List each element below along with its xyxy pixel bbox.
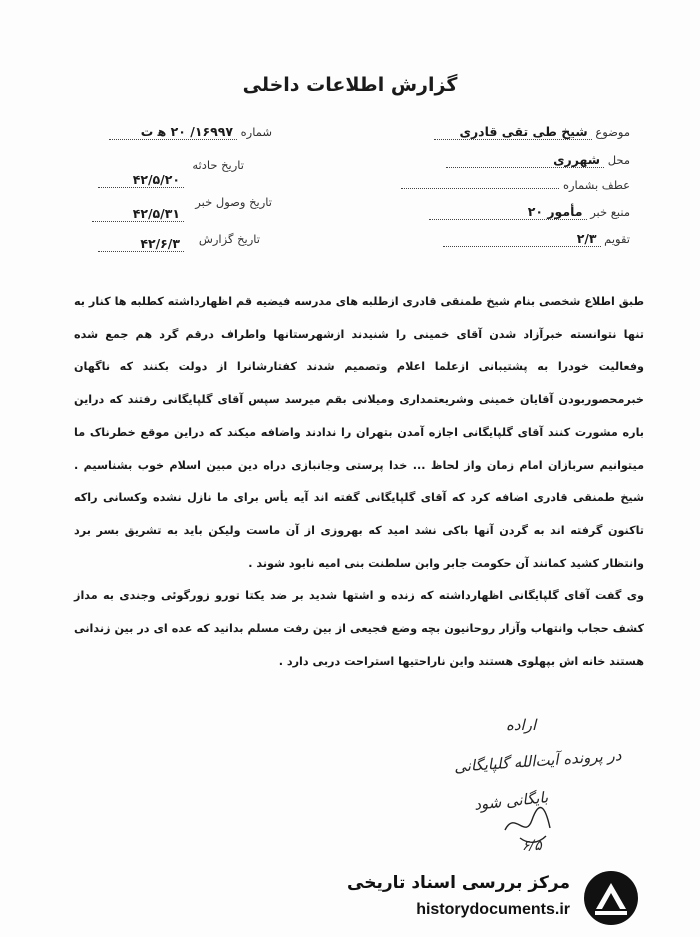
number-label: شماره xyxy=(240,125,272,139)
body-paragraph-1: طبق اطلاع شخصی بنام شیخ طمنقی قادری ازطلبه های مدرسه فیضیه قم اظهارداشته کطلبه ها کنار به تنها نتوانسته خبرآزاد شدن آقای خمینی را شنیدند ازشهرستانها واطراف درقم گرد هم جمع شده وفعالیت خودرا به پشتیبانی ازعلما اعلام وتصمیم شدند کفتارشانرا از دولت بکنند که ناگهان خبرمحصوربودن آقایان خمینی وشریعتمداری ومیلانی بقم میرسد سپس آقای گلپایگانی رفتند که دراین باره مشورت کنند آقای گلپایگانی اجازه آمدن بتهران را ندادند واضافه میکند که دراین موقع خطرناک ما میتوانیم سربازان امام زمان واز لحاظ ... خدا پرستی وجانبازی دراه دین مبین اسلام خوب بشناسیم . شیخ طمنقی قادری اضافه کرد که آقای گلپایگانی گفته اند آیه یأس برای ما نازل نشده وکسانی راکه تاکنون گرفته اند به گردن آنها باکی نشد امید که بهروزی از آن ماست ولیکن باید به تشریق بسر برد وانتظار کشید کمانند آن حکومت جابر وابن سلطنت بنی امیه نابود شوند . xyxy=(74,295,644,570)
evaluation-label: تقویم xyxy=(604,232,630,246)
received-date-label: تاریخ وصول خبر xyxy=(195,195,272,209)
report-date-row xyxy=(199,232,260,246)
reference-label: عطف بشماره xyxy=(562,178,630,192)
source-row xyxy=(429,204,630,220)
location-label: محل xyxy=(607,153,630,167)
subject-value: شیخ طی تقی قادری xyxy=(434,124,592,140)
archive-website[interactable]: historydocuments.ir xyxy=(416,901,570,918)
source-label: منبع خبر xyxy=(590,205,630,219)
archive-footer xyxy=(300,867,640,929)
location-value: شهرری xyxy=(446,152,604,168)
report-date-label: تاریخ گزارش xyxy=(198,232,260,246)
handwritten-signature xyxy=(500,800,560,850)
handwritten-note-1: اراده xyxy=(506,716,537,734)
source-value: مأمور ۲۰ xyxy=(429,204,587,220)
report-date-value: ۴۲/۶/۳ xyxy=(98,236,184,252)
incident-date-value: ۴۲/۵/۲۰ xyxy=(98,172,184,188)
archive-name: مرکز بررسی اسناد تاریخی xyxy=(347,873,570,893)
handwritten-note-3: بایگانی شود xyxy=(473,788,549,814)
location-row xyxy=(446,152,630,168)
report-title: گزارش اطلاعات داخلی xyxy=(242,74,458,96)
subject-row xyxy=(434,124,630,140)
incident-date-label: تاریخ حادثه xyxy=(192,158,244,172)
subject-label: موضوع xyxy=(595,125,630,139)
incident-date-row xyxy=(192,158,244,172)
report-date-value-row xyxy=(98,236,184,252)
handwritten-date: ۶/۵ xyxy=(522,838,542,854)
received-date-value-row xyxy=(92,206,184,222)
received-date-value: ۴۲/۵/۳۱ xyxy=(92,206,184,222)
archive-logo-icon xyxy=(582,869,640,927)
number-row xyxy=(109,124,272,140)
reference-value xyxy=(401,188,559,189)
body-paragraph-2: وی گفت آقای گلپایگانی اظهارداشته که زنده و اشتها شدید بر ضد یکتا تورو زورگوئی وجندی به مداز کشف حجاب وانتهاب وآزار روحانیون بچه وضع فجیعی از بین رفت مسلم بدانید که عده ای در بین زندانی هستند خانه اش بپهلوی هستند واین ناراحتیها استراحت دربی دارد . xyxy=(74,589,644,668)
report-body xyxy=(74,286,644,678)
received-date-row xyxy=(195,195,272,209)
evaluation-row xyxy=(443,231,630,247)
reference-row xyxy=(401,178,630,192)
evaluation-value: ۲/۳ xyxy=(443,231,601,247)
incident-date-value-row xyxy=(98,172,184,188)
number-value: ۱۶۹۹۷/ ۲۰ ه‍ ت xyxy=(109,124,237,140)
handwritten-note-2: در پرونده آیت‌الله گلپایگانی xyxy=(453,746,622,776)
